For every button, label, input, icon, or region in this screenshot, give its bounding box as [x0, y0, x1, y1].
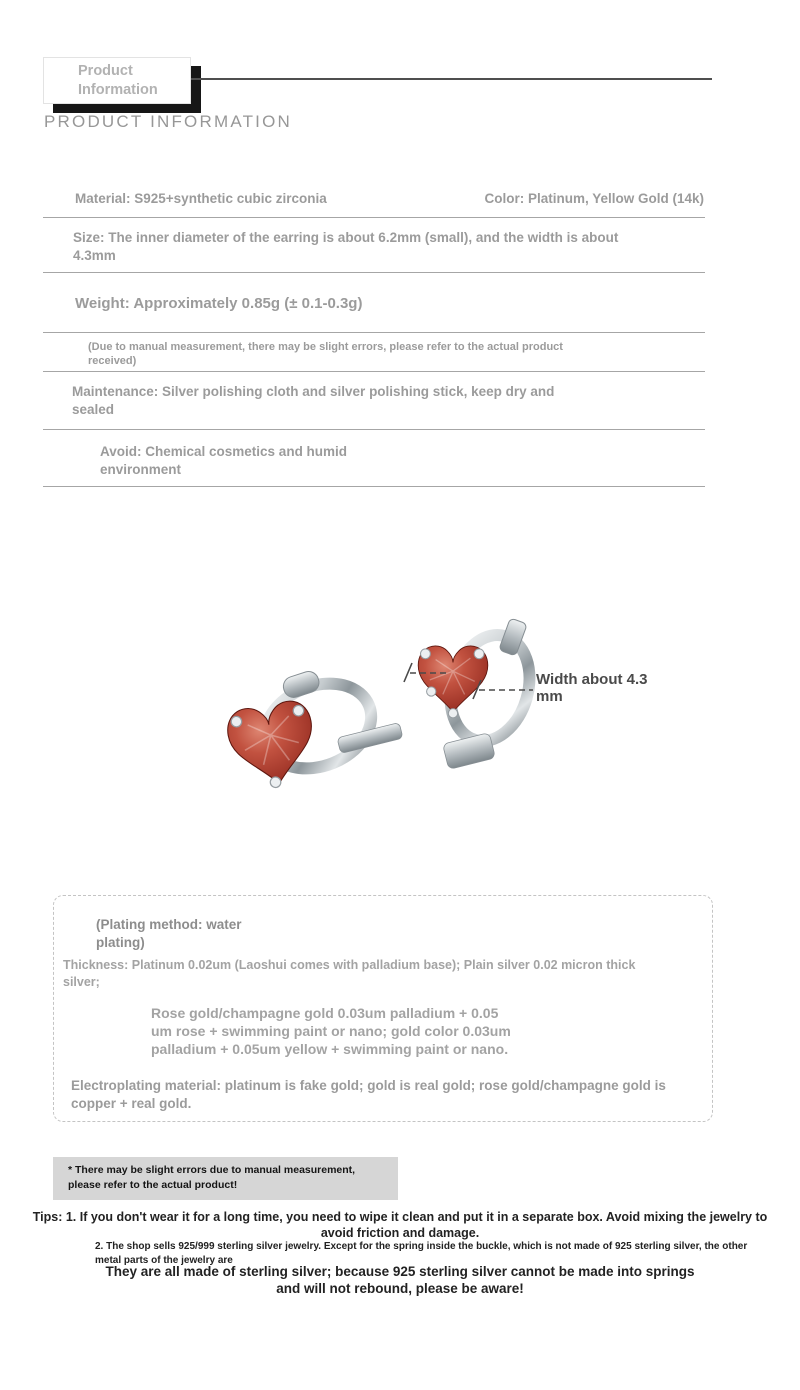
tips-line-1: Tips: 1. If you don't wear it for a long time, you need to wipe it clean and put it in a separate box. Avoid mixing the jewelry to avoid friction and damage.	[32, 1210, 768, 1241]
earring-left	[224, 668, 403, 794]
spec-row-weight	[43, 273, 705, 333]
page-title: PRODUCT INFORMATION	[44, 112, 292, 131]
earrings-product-image	[0, 558, 800, 808]
width-measure-label: Width about 4.3 mm	[536, 671, 648, 706]
plating-detail: Rose gold/champagne gold 0.03um palladium + 0.05 um rose + swimming paint or nano; gold color 0.03um palladium + 0.05um yellow + swimming paint or nano.	[151, 1004, 511, 1058]
badge-label: Product Information	[78, 62, 158, 98]
plating-method: (Plating method: water plating)	[96, 917, 242, 950]
spec-size: Size: The inner diameter of the earring is about 6.2mm (small), and the width is about 4.3mm	[73, 230, 619, 263]
header-rule	[191, 78, 712, 80]
spec-row-avoid	[43, 430, 705, 487]
spec-row-size	[43, 218, 705, 273]
tips-line-2: 2. The shop sells 925/999 sterling silver jewelry. Except for the spring inside the buckle, which is not made of 925 sterling silver, the other metal parts of the jewelry are	[95, 1241, 748, 1266]
spec-row-maintenance	[43, 372, 705, 430]
spec-color: Color: Platinum, Yellow Gold (14k)	[484, 191, 704, 206]
spec-weight: Weight: Approximately 0.85g (± 0.1-0.3g)	[75, 295, 363, 312]
spec-maintenance: Maintenance: Silver polishing cloth and silver polishing stick, keep dry and sealed	[72, 384, 555, 417]
spec-row-material-color	[43, 180, 705, 218]
spec-row-disclaimer	[43, 333, 705, 372]
tips-line-3: They are all made of sterling silver; because 925 sterling silver cannot be made into springs and will not rebound, please be aware!	[105, 1264, 695, 1296]
plating-thickness: Thickness: Platinum 0.02um (Laoshui comes with palladium base); Plain silver 0.02 micron thick silver;	[63, 958, 636, 989]
spec-table	[43, 180, 705, 487]
earring-right	[418, 618, 541, 769]
spec-material: Material: S925+synthetic cubic zirconia	[75, 191, 327, 206]
spec-avoid: Avoid: Chemical cosmetics and humid environment	[100, 444, 348, 477]
measurement-note-box: * There may be slight errors due to manual measurement, please refer to the actual product!	[53, 1157, 398, 1200]
spec-disclaimer: (Due to manual measurement, there may be slight errors, please refer to the actual product received)	[88, 341, 563, 368]
plating-material: Electroplating material: platinum is fake gold; gold is real gold; rose gold/champagne gold is copper + real gold.	[71, 1078, 666, 1111]
plating-info-box	[53, 895, 713, 1122]
product-information-badge	[43, 57, 191, 104]
